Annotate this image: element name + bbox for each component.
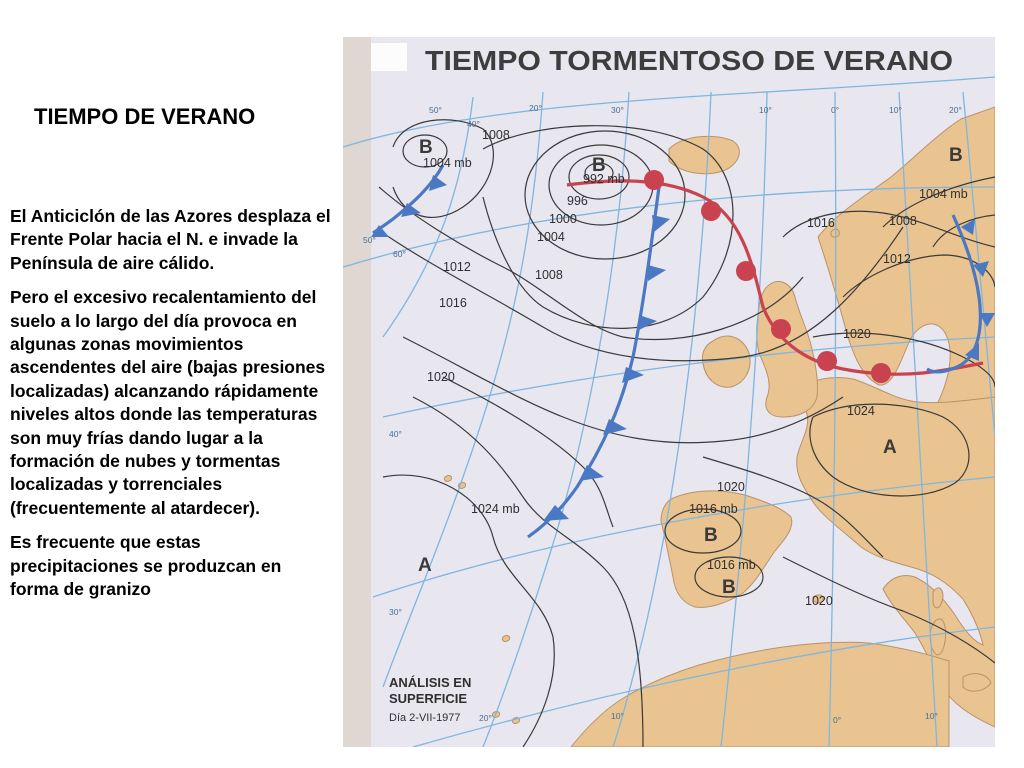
isobar-label: 1012: [443, 260, 471, 274]
isobar-label: 1004: [537, 230, 565, 244]
isobar-label: 1004 mb: [919, 187, 968, 201]
front-half-circle: [771, 319, 791, 339]
paragraph-azores-high: El Anticiclón de las Azores desplaza el Frente Polar hacia el N. e invade la Península de aire cálido.: [10, 206, 331, 273]
isobar-label: 1016: [439, 296, 467, 310]
isobar-label: 992 mb: [583, 172, 625, 186]
map-title: TIEMPO TORMENTOSO DE VERANO: [425, 45, 953, 76]
graticule-label: 20°: [949, 105, 962, 115]
low-center-iceland: B: [592, 155, 606, 176]
slide-title: TIEMPO DE VERANO: [34, 104, 256, 129]
isobar-label: 1024 mb: [471, 502, 520, 516]
graticule-label: 10°: [889, 105, 902, 115]
graticule-label: 10°: [925, 711, 938, 721]
paragraph-hail: Es frecuente que estas precipitaciones se produzcan en forma de granizo: [10, 532, 282, 600]
isobar-label: 1016: [807, 216, 835, 230]
caption-line-2: SUPERFICIE: [389, 691, 468, 706]
graticule-label: 30°: [611, 105, 624, 115]
isobar-label: 1016 mb: [707, 558, 756, 572]
front-half-circle: [736, 261, 756, 281]
graticule-label: 0°: [831, 105, 840, 115]
graticule-label: 40°: [389, 429, 402, 439]
graticule-label: 50°: [363, 235, 376, 245]
page-margin: [343, 37, 371, 747]
low-center-scandinavia: B: [949, 145, 963, 166]
slide-body: [10, 205, 332, 613]
graticule-label: 0°: [833, 715, 842, 725]
isobar-label: 1020: [805, 594, 833, 608]
isobar-label: 1012: [883, 252, 911, 266]
high-center-azores: A: [418, 555, 432, 576]
land-iceland: [669, 136, 739, 173]
graticule-label: 40°: [467, 119, 480, 129]
isobar-label: 1008: [482, 128, 510, 142]
graticule-label: 60°: [393, 249, 406, 259]
land-madeira: [502, 636, 509, 642]
isobar-label: 1020: [843, 327, 871, 341]
graticule-label: 10°: [759, 105, 772, 115]
land-azores-1: [444, 476, 451, 482]
caption-line-1: ANÁLISIS EN: [389, 675, 472, 690]
front-half-circle: [644, 170, 664, 190]
graticule-label: 10°: [611, 711, 624, 721]
graticule-label: 30°: [389, 607, 402, 617]
graticule-label: 50°: [429, 105, 442, 115]
isobar-label: 1008: [535, 268, 563, 282]
low-center-iberia-south: B: [722, 577, 736, 598]
front-half-circle: [701, 201, 721, 221]
graticule-label: 20°: [479, 713, 492, 723]
weather-map: [343, 37, 995, 747]
isobar-label: 1008: [889, 214, 917, 228]
front-half-circle: [871, 363, 891, 383]
title-marker: [371, 43, 407, 71]
low-center-atlantic-nw: B: [419, 137, 433, 158]
paragraph-convection: Pero el excesivo recalentamiento del suelo a lo largo del día provoca en algunas zonas movimientos ascendentes del aire (bajas presiones localizadas) alcanzando rápidamente niveles altos donde las temperaturas son muy frías dando lugar a la formación de nubes y tormentas localizadas y torrenciales (frecuentemente al atardecer).: [10, 287, 326, 518]
isobar-label: 1024: [847, 404, 875, 418]
isobar-label: 1020: [427, 370, 455, 384]
caption-date: Día 2-VII-1977: [389, 712, 461, 724]
isobar-label: 1000: [549, 212, 577, 226]
graticule-label: 20°: [529, 103, 542, 113]
isobar-label: 1020: [717, 480, 745, 494]
isobar-label: 1016 mb: [689, 502, 738, 516]
isobar-label: 996: [567, 194, 588, 208]
high-center-europe: A: [883, 437, 897, 458]
land-faroe: [831, 229, 839, 237]
isobar-label: 1004 mb: [423, 156, 472, 170]
front-half-circle: [817, 351, 837, 371]
low-center-iberia-north: B: [704, 525, 718, 546]
